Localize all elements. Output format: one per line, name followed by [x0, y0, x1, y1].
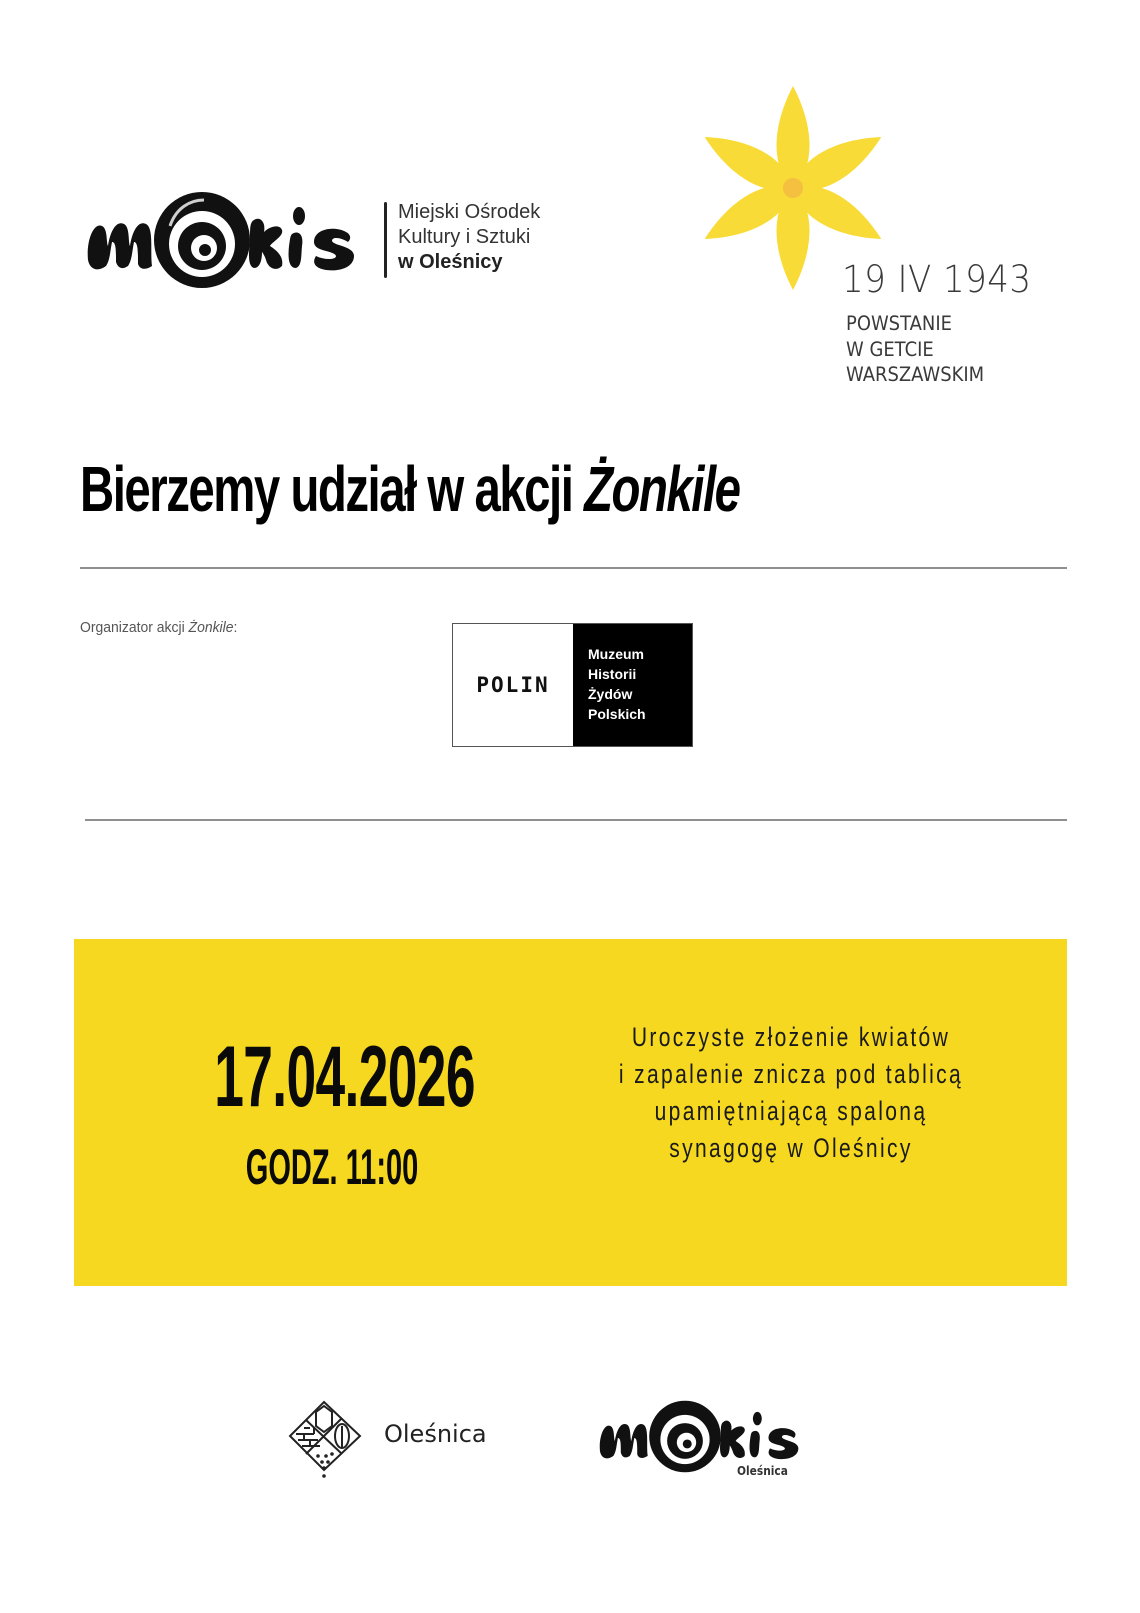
event-description-line-2: i zapalenie znicza pod tablicą: [618, 1059, 964, 1089]
event-date: 17.04.2026: [214, 1029, 475, 1125]
event-description: [608, 1019, 975, 1167]
anniversary-line-1: POWSTANIE: [846, 312, 952, 335]
olesnica-emblem-icon: [288, 1398, 378, 1480]
organizer-label-emphasis: Żonkile: [188, 619, 234, 636]
organizer-label-suffix: :: [233, 619, 238, 636]
event-time: GODZ. 11:00: [245, 1139, 419, 1195]
page-title: [80, 452, 740, 526]
polin-line-4: Polskich: [588, 706, 646, 722]
mokis-wordmark-icon: [84, 186, 379, 290]
mokis-footer-sublabel: Oleśnica: [737, 1463, 788, 1478]
anniversary-line-2: W GETCIE: [846, 337, 934, 361]
anniversary-line-3: WARSZAWSKIM: [846, 363, 985, 386]
organizer-label: [80, 619, 237, 636]
mokis-institution-name: [398, 200, 540, 275]
polin-logo: [452, 623, 693, 747]
anniversary-caption: [846, 311, 984, 388]
organizer-label-prefix: Organizator akcji: [80, 619, 189, 636]
mokis-logo: [84, 186, 564, 290]
event-description-line-3: upamiętniającą spaloną: [654, 1096, 928, 1126]
polin-line-1: Muzeum: [588, 646, 644, 662]
mokis-line-1: Miejski Ośrodek: [398, 201, 541, 223]
olesnica-logo: [288, 1398, 508, 1480]
polin-line-3: Żydów: [588, 686, 633, 702]
polin-line-2: Historii: [588, 666, 637, 682]
divider: [85, 819, 1067, 821]
event-info-box: [74, 939, 1067, 1286]
event-description-line-1: Uroczyste złożenie kwiatów: [631, 1022, 951, 1052]
logo-divider: [384, 202, 387, 278]
mokis-line-2: Kultury i Sztuki: [398, 226, 531, 248]
polin-wordmark: POLIN: [476, 673, 550, 697]
event-description-line-4: synagogę w Oleśnicy: [669, 1133, 913, 1163]
title-emphasis: Żonkile: [584, 453, 740, 525]
title-prefix: Bierzemy udział w akcji: [80, 453, 585, 525]
polin-name-panel: [573, 624, 692, 746]
polin-wordmark-panel: [453, 624, 573, 746]
mokis-footer-logo: [597, 1395, 817, 1485]
anniversary-date: 19 IV 1943: [842, 258, 1032, 301]
olesnica-label: Oleśnica: [384, 1420, 487, 1448]
mokis-line-3: w Oleśnicy: [398, 251, 503, 273]
divider: [80, 567, 1067, 569]
